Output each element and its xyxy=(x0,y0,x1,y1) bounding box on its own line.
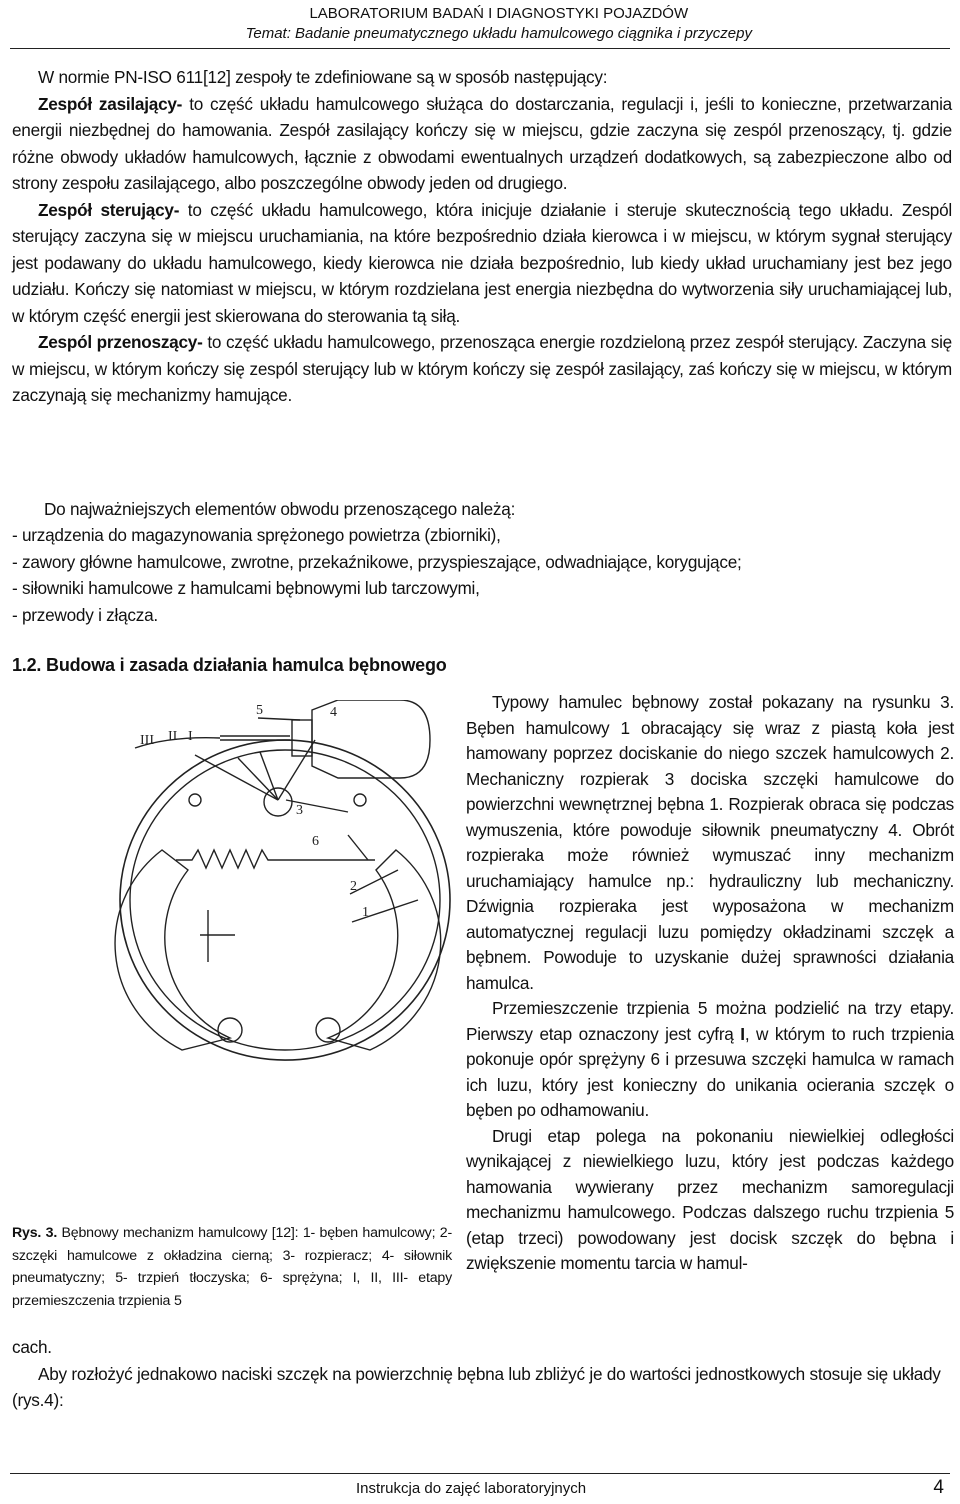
list-item: - urządzenia do magazynowania sprężonego powietrza (zbiorniki), xyxy=(12,525,501,546)
control-text: to część układu hamulcowego, która inicjuje działanie i steruje skutecznością tego układu. Zespól sterujący zaczyna się w miejscu uruchamiania, na które bezpośrednio działa kierowca i w miejscu, w którym sygnał sterujący jest podawany do układu hamulcowego, kiedy kierowca nie działa bezpośrednio, lub kiedy układ uruchamiany jest bez jego udziału. Kończy się natomiast w miejscu, w którym rozdzielana jest energia niezbędna do wytworzenia siły uruchamiającej lub, w którym część energii jest skierowana do sterowania tą siłą. xyxy=(12,199,952,326)
p2-after: , w którym to ruch trzpienia pokonuje opór sprężyny 6 i przesuwa szczęki hamulca w ramach ich luzu, który jest konieczny do unikania ocierania szczęk o bęben po odhamowaniu. xyxy=(466,1023,954,1120)
footer-text: Instrukcja do zajęć laboratoryjnych xyxy=(356,1480,587,1497)
label-4: 4 xyxy=(330,705,337,720)
transmit-text: to część układu hamulcowego, przenosząca energie rozdzieloną przez zespół sterujący. Zaczyna się w miejscu, w którym kończy się zespól sterujący lub w którym kończy się zespół zasilający, zaś kończy się w miejscu, w którym zaczynają się mechanizmy hamujące. xyxy=(12,332,952,405)
label-2: 2 xyxy=(350,879,357,894)
page-header xyxy=(246,4,752,44)
header-rule xyxy=(10,48,950,49)
label-stage-I: I xyxy=(188,729,193,744)
section-heading xyxy=(12,655,447,676)
control-definition xyxy=(12,197,952,330)
supply-definition xyxy=(12,91,952,197)
drum-brake-paragraph-3: Drugi etap polega na pokonaniu niewielkiej odległości wynikającej z niewielkiego luzu, który jest podczas każdego hamowania wywierany przez mechanizm samoregulacji mechanizmu hamulcowego. Podczas dalszego ruchu trzpienia 5 (etap trzeci) powodowany jest docisk szczęk do bębna i zwiększenie momentu tarcia w hamul- xyxy=(466,1125,954,1273)
caption-lead: Rys. 3. xyxy=(12,1225,58,1241)
supply-text: to część układu hamulcowego służąca do dostarczania, regulacji i, jeśli to konieczne, przetwarzania energii niezbędnej do hamowania. Zespół zasilający kończy się w miejscu, gdzie zaczyna się zespól przenoszący, tj. gdzie różne obwody układów hamulcowych, łącznie z obwodami ewentualnych urządzeń dodatkowych, są zabezpieczone albo od strony zespołu zasilającego, albo poszczególne obwody jeden od drugiego. xyxy=(12,93,952,193)
label-stage-III: III xyxy=(140,733,154,748)
drum-brake-paragraph-1: Typowy hamulec bębnowy został pokazany na rysunku 3. Bęben hamulcowy 1 obracający się wraz z piastą koła jest hamowany poprzez dociskanie do niego szczek hamulcowych 2. Mechaniczny rozpierak 3 dociska szczęki hamulcowe do powierzchni wewnętrznej bębna 1. Rozpierak obraca się podczas wymuszenia, które powoduje siłownik pneumatyczny 4. Obrót rozpieraka może również wymuszać inny mechanizm uruchamiający hamulce np.: hydrauliczny lub mechaniczny. Dźwignia rozpieraka jest wyposażona w mechanizm automatycznej regulacji luzu pomiędzy okładzinami szczęk a bębnem. Powoduje to uzyskanie dużej sprawności działania hamulca. xyxy=(466,692,954,993)
continued-word: cach. xyxy=(12,1337,52,1357)
footer-rule xyxy=(10,1473,950,1474)
list-item: - przewody i złącza. xyxy=(12,604,158,625)
label-5: 5 xyxy=(256,703,263,718)
label-1: 1 xyxy=(362,905,369,920)
transmission-element-list xyxy=(12,496,952,628)
transmit-term: Zespól przenoszący- xyxy=(38,332,203,352)
intro-paragraph xyxy=(12,64,952,409)
right-column-text xyxy=(466,690,954,1277)
page-number: 4 xyxy=(933,1477,944,1498)
list-item: - siłowniki hamulcowe z hamulcami bębnowymi lub tarczowymi, xyxy=(12,578,480,599)
closing-text xyxy=(12,1334,952,1414)
closing-paragraph: Aby rozłożyć jednakowo naciski szczęk na powierzchnię bębna lub zbliżyć je do wartości jednostkowych stosuje się układy (rys.4): xyxy=(12,1363,941,1410)
label-3: 3 xyxy=(296,803,303,818)
header-title: LABORATORIUM BADAŃ I DIAGNOSTYKI POJAZDÓW xyxy=(309,5,689,22)
drum-brake-figure xyxy=(100,700,460,1120)
section-title: Budowa i zasada działania hamulca bębnowego xyxy=(46,655,447,675)
drum-brake-paragraph-2 xyxy=(466,996,954,1124)
header-subtitle: Temat: Badanie pneumatycznego układu hamulcowego ciągnika i przyczepy xyxy=(245,25,752,42)
intro-lead: W normie PN-ISO 611[12] zespoły te zdefiniowane są w sposób następujący: xyxy=(38,67,608,87)
figure-caption xyxy=(12,1222,452,1312)
list-lead: Do najważniejszych elementów obwodu przenoszącego należą: xyxy=(44,499,516,519)
list-item: - zawory główne hamulcowe, zwrotne, przekaźnikowe, przyspieszające, odwadniające, korygujące; xyxy=(12,551,742,572)
section-number: 1.2. xyxy=(12,655,42,675)
label-6: 6 xyxy=(312,834,319,849)
stage-one-label: I xyxy=(740,1023,745,1044)
control-term: Zespół sterujący- xyxy=(38,199,180,220)
p2-before: Przemieszczenie trzpienia 5 można podzielić na trzy etapy. Pierwszy etap oznaczony jest cyfrą xyxy=(466,998,954,1044)
caption-text: Bębnowy mechanizm hamulcowy [12]: 1- bęben hamulcowy; 2- szczęki hamulcowe z okładzina cierną; 3- rozpieracz; 4- siłownik pneumatyczny; 5- trzpień tłoczyska; 6- sprężyna; I, II, III- etapy przemieszczenia trzpienia 5 xyxy=(12,1225,452,1309)
supply-term: Zespół zasilający- xyxy=(38,93,183,114)
transmit-definition xyxy=(12,329,952,409)
label-stage-II: II xyxy=(168,729,178,744)
